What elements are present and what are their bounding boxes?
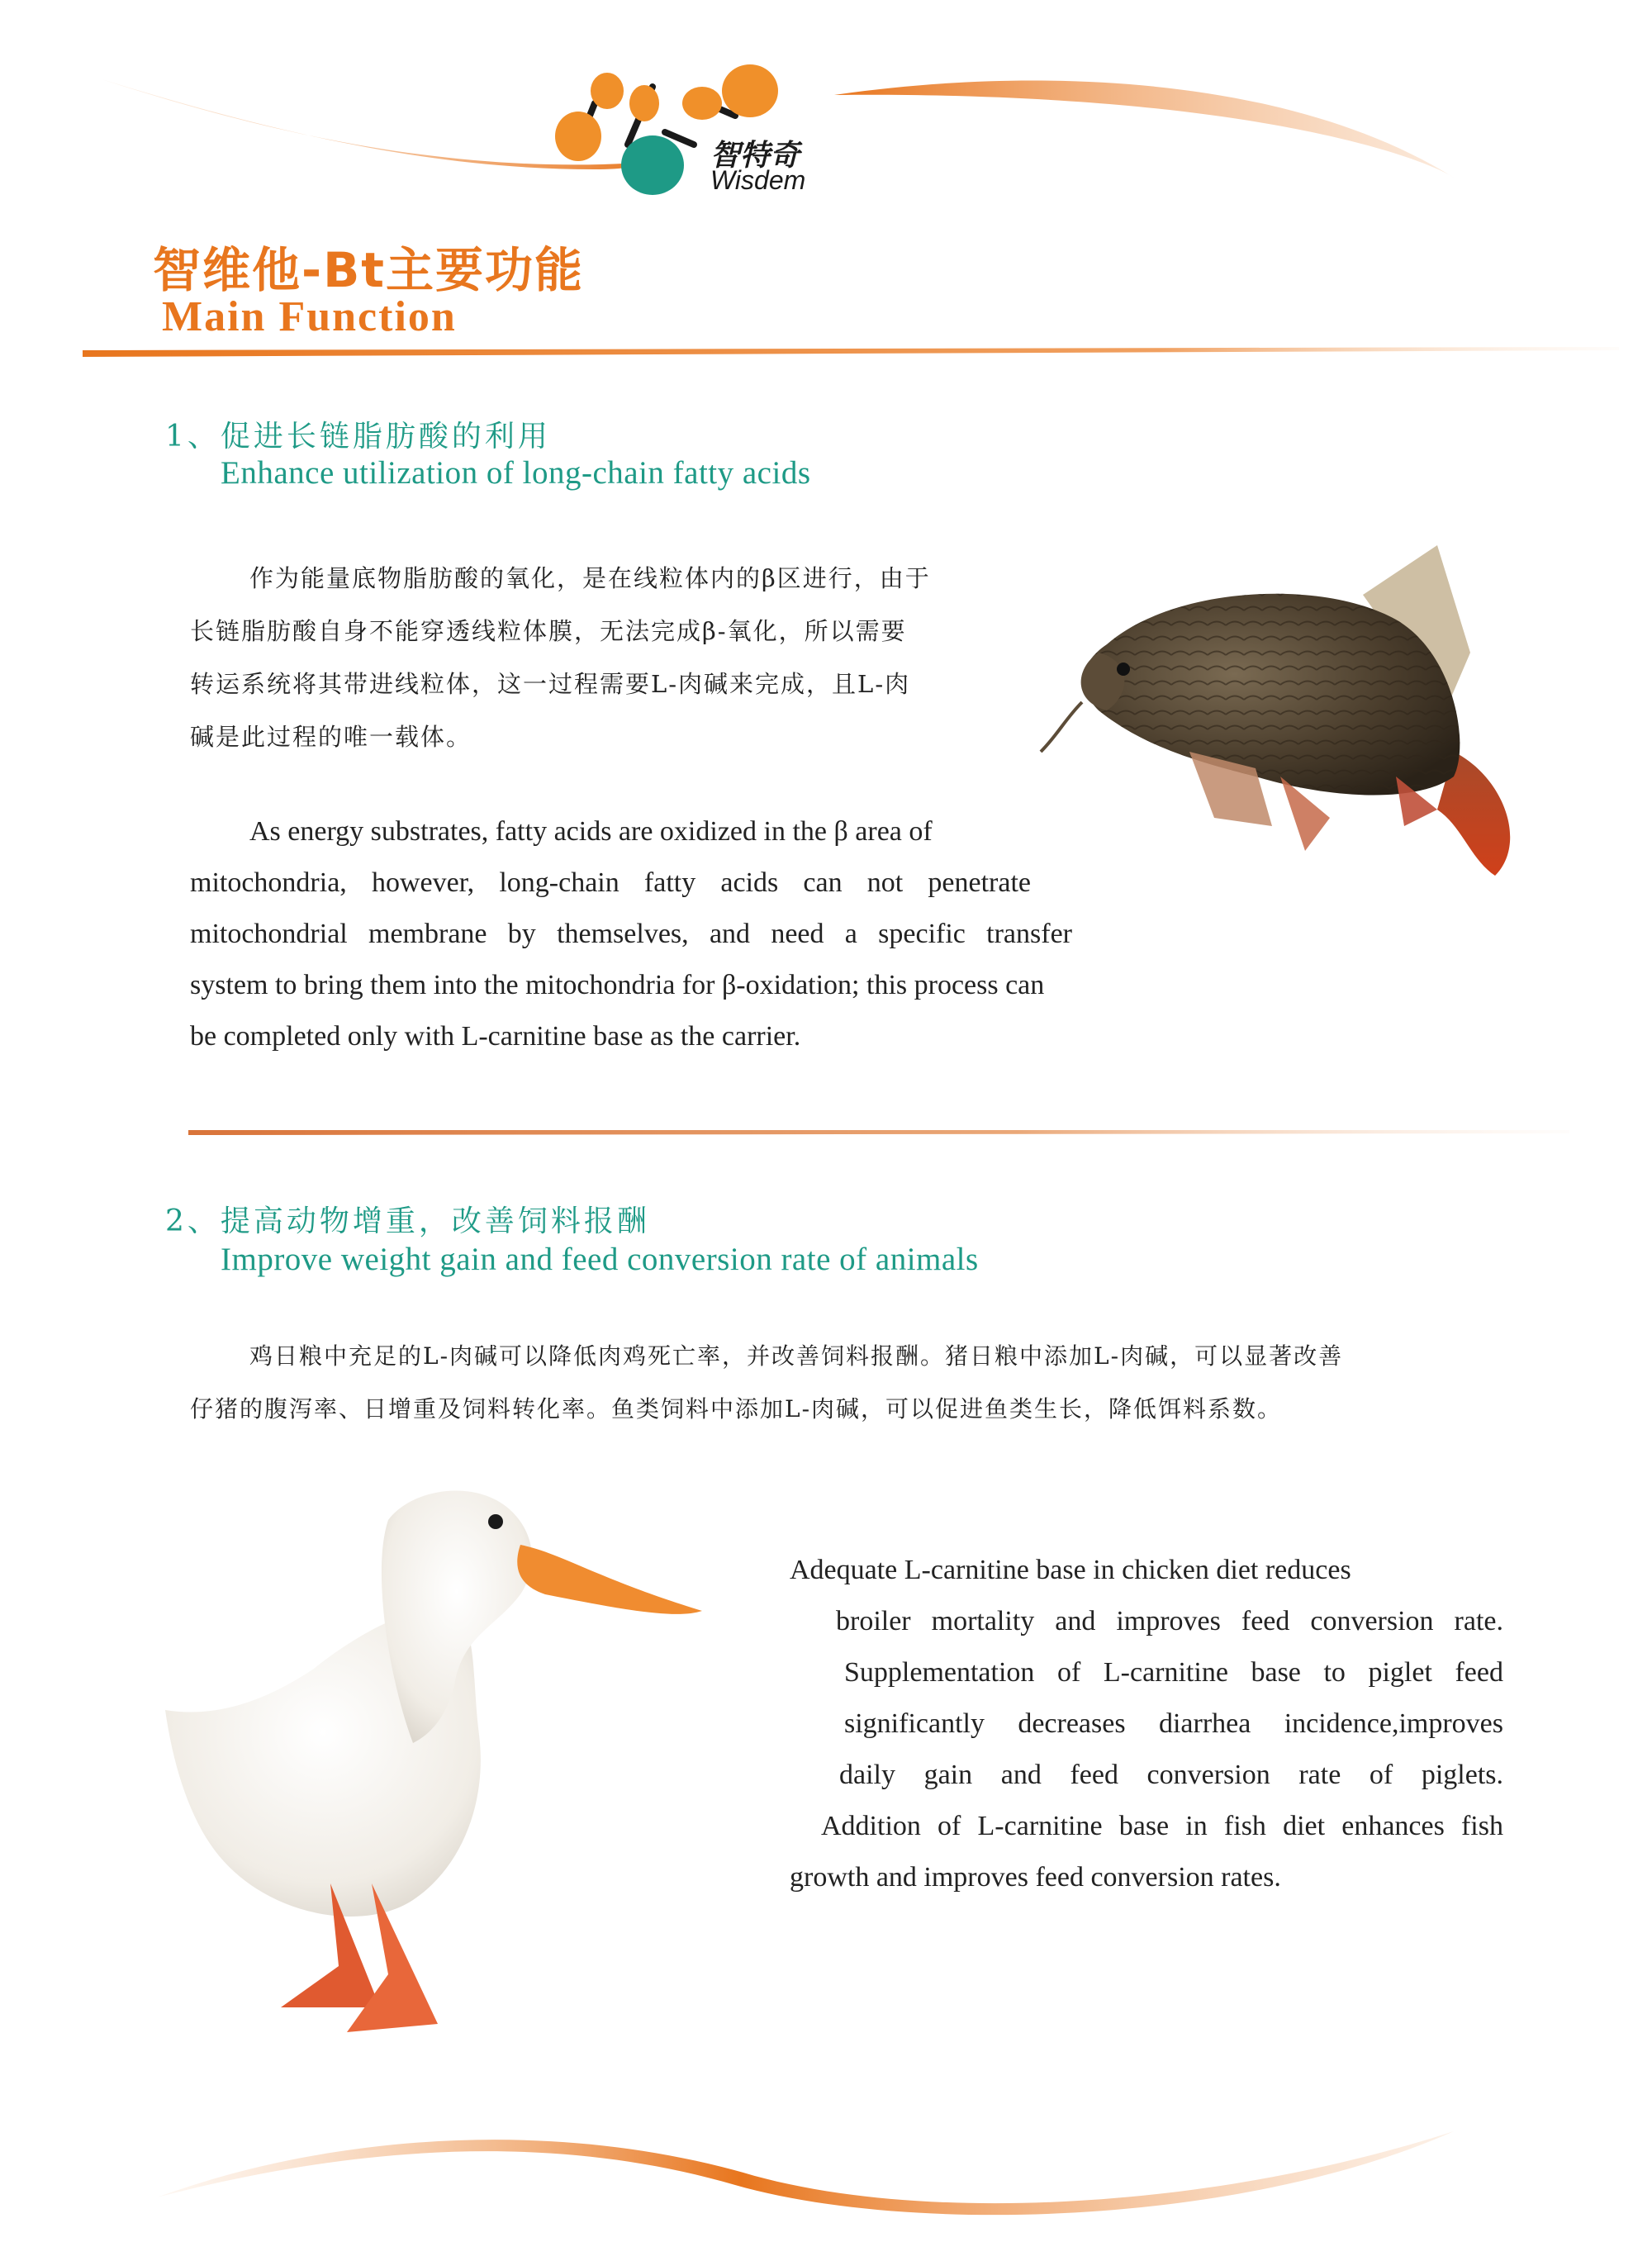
section2-en-line: Addition of L-carnitine base in fish diet enhances fish — [821, 1811, 1503, 1841]
section1-heading-en: Enhance utilization of long-chain fatty acids — [221, 455, 811, 491]
page-title-en: Main Function — [162, 293, 457, 340]
section1-cn-line: 转运系统将其带进线粒体，这一过程需要L-肉碱来完成，且L-肉 — [190, 670, 911, 698]
section1-heading-cn: 1、促进长链脂肪酸的利用 — [165, 420, 551, 454]
section1-en-paragraph — [190, 806, 1140, 1062]
wisdem-logo — [529, 54, 859, 202]
bottom-swoosh-decoration — [0, 2082, 1652, 2242]
section2-en-line: Adequate L-carnitine base in chicken diet reduces — [790, 1555, 1351, 1585]
section1-en-line: be completed only with L-carnitine base as the carrier. — [190, 1021, 801, 1052]
section1-en-line: As energy substrates, fatty acids are oxidized in the β area of — [249, 816, 933, 847]
section2-heading-en: Improve weight gain and feed conversion rate of animals — [221, 1242, 979, 1277]
white-duck-image — [165, 1470, 727, 2065]
brand-name-en: Wisdem — [710, 165, 806, 195]
section1-en-line: system to bring them into the mitochondria for β-oxidation; this process can — [190, 970, 1045, 1000]
section2-en-line: growth and improves feed conversion rates. — [790, 1862, 1281, 1893]
section2-heading-cn: 2、提高动物增重，改善饲料报酬 — [165, 1204, 650, 1238]
section2-en-line: significantly decreases diarrhea incidence,improves — [844, 1708, 1503, 1739]
section2-cn-line: 仔猪的腹泻率、日增重及饲料转化率。鱼类饲料中添加L-肉碱，可以促进鱼类生长，降低饵料系数。 — [190, 1395, 1283, 1423]
section2-cn-paragraph — [190, 1330, 1512, 1436]
section1-cn-paragraph — [190, 552, 1041, 763]
section1-cn-line: 作为能量底物脂肪酸的氧化，是在线粒体内的β区进行，由于 — [249, 564, 931, 592]
section2-en-line: broiler mortality and improves feed conversion rate. — [836, 1606, 1503, 1636]
carp-fish-image — [1008, 529, 1536, 892]
section-divider — [0, 1127, 1652, 1140]
section1-en-line: mitochondrial membrane by themselves, and need a specific transfer — [190, 919, 1072, 949]
section2-en-line: Supplementation of L-carnitine base to piglet feed — [844, 1657, 1503, 1688]
section2-en-line: daily gain and feed conversion rate of piglets. — [839, 1760, 1503, 1790]
section1-en-line: mitochondria, however, long-chain fatty acids can not penetrate — [190, 867, 1031, 898]
title-divider — [0, 345, 1652, 362]
section1-cn-line: 碱是此过程的唯一载体。 — [190, 723, 472, 751]
section2-cn-line: 鸡日粮中充足的L-肉碱可以降低肉鸡死亡率，并改善饲料报酬。猪日粮中添加L-肉碱，可以显著改善 — [249, 1342, 1344, 1370]
page-title-cn: 智维他-Bt主要功能 — [153, 242, 585, 298]
section1-cn-line: 长链脂肪酸自身不能穿透线粒体膜，无法完成β-氧化，所以需要 — [190, 617, 907, 645]
brand-name-cn: 智特奇 — [710, 139, 800, 173]
section2-en-paragraph — [790, 1545, 1503, 1903]
